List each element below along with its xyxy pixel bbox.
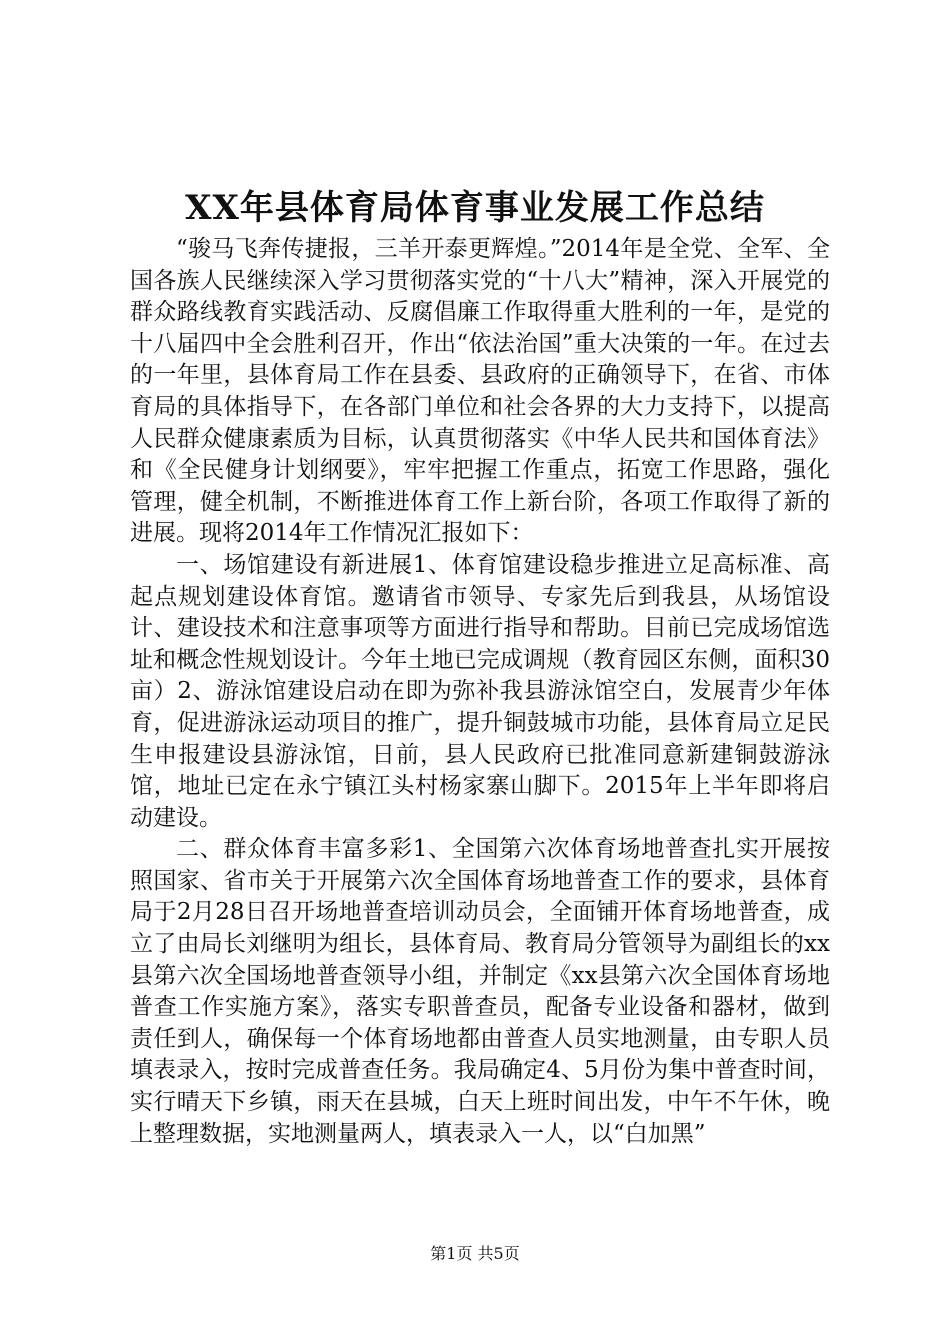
paragraph-mass-sports: 二、群众体育丰富多彩1、全国第六次体育场地普查扎实开展按照国家、省市关于开展第六次全国体育场地普查工作的要求，县体育局于2月28日召开场地普查培训动员会，全面铺开体育场地普查，成立了由局长刘继明为组长，县体育局、教育局分管领导为副组长的xx县第六次全国场地普查领导小组，并制定《xx县第六次全国体育场地普查工作实施方案》，落实专职普查员，配备专业设备和器材，做到责任到人，确保每一个体育场地都由普查人员实地测量，由专职人员填表录入，按时完成普查任务。我局确定4、5月份为集中普查时间，实行晴天下乡镇，雨天在县城，白天上班时间出发，中午不午休，晚上整理数据，实地测量两人，填表录入一人，以“白加黑” [130, 836, 830, 1147]
document-title: XX年县体育局体育事业发展工作总结 [185, 188, 765, 228]
page-number: 第1页 共5页 [430, 1244, 520, 1263]
paragraph-venue-construction: 一、场馆建设有新进展1、体育馆建设稳步推进立足高标准、高起点规划建设体育馆。邀请省市领导、专家先后到我县，从场馆设计、建设技术和注意事项等方面进行指导和帮助。目前已完成场馆选址和概念性规划设计。今年土地已完成调规（教育园区东侧，面积30亩）2、游泳馆建设启动在即为弥补我县游泳馆空白，发展青少年体育，促进游泳运动项目的推广，提升铜鼓城市功能，县体育局立足民生申报建设县游泳馆，日前，县人民政府已批准同意新建铜鼓游泳馆，地址已定在永宁镇江头村杨家寨山脚下。2015年上半年即将启动建设。 [130, 551, 830, 831]
paragraph-intro: “骏马飞奔传捷报，三羊开泰更辉煌。”2014年是全党、全军、全国各族人民继续深入学习贯彻落实党的“十八大”精神，深入开展党的群众路线教育实践活动、反腐倡廉工作取得重大胜利的一年，是党的十八届四中全会胜利召开，作出“依法治国”重大决策的一年。在过去的一年里，县体育局工作在县委、县政府的正确领导下，在省、市体育局的具体指导下，在各部门单位和社会各界的大力支持下，以提高人民群众健康素质为目标，认真贯彻落实《中华人民共和国体育法》和《全民健身计划纲要》，牢牢把握工作重点，拓宽工作思路，强化管理，健全机制，不断推进体育工作上新台阶，各项工作取得了新的进展。现将2014年工作情况汇报如下： [130, 236, 830, 547]
document-body [130, 234, 830, 1150]
